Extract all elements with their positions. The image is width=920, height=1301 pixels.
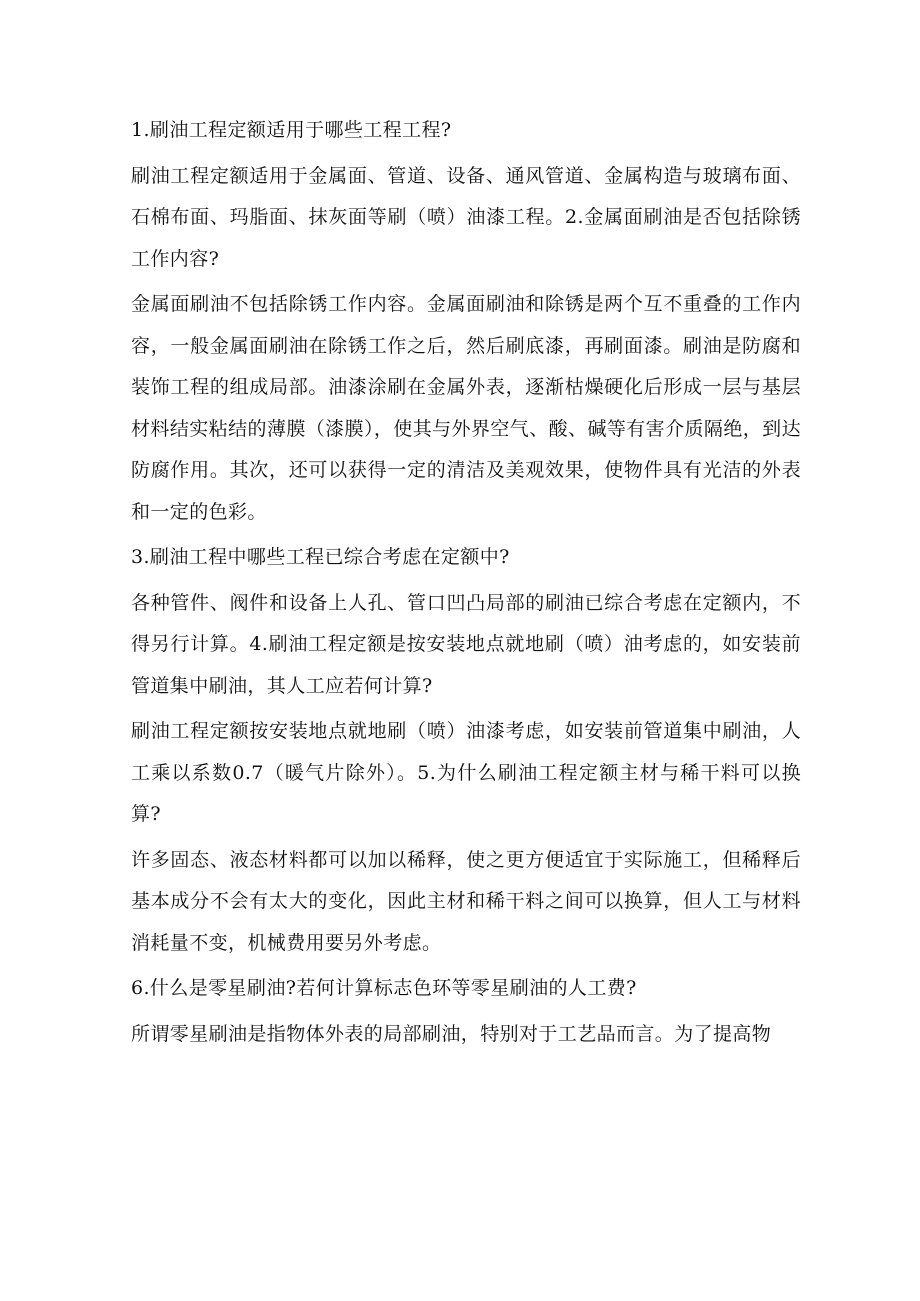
question-1: 1.刷油工程定额适用于哪些工程工程? bbox=[131, 119, 452, 141]
document-body bbox=[131, 110, 801, 1059]
answer-1-and-question-2: 刷油工程定额适用于金属面、管道、设备、通风管道、金属构造与玻璃布面、石棉布面、玛脂面、抹灰面等刷（喷）油漆工程。2.金属面刷油是否包括除锈工作内容? bbox=[131, 164, 801, 270]
answer-6: 所谓零星刷油是指物体外表的局部刷油，特别对于工艺品而言。为了提高物 bbox=[131, 1022, 772, 1045]
answer-2: 金属面刷油不包括除锈工作内容。金属面刷油和除锈是两个互不重叠的工作内容，一般金属面刷油在除锈工作之后，然后刷底漆，再刷面漆。刷油是防腐和装饰工程的组成局部。油漆涂刷在金属外表，逐渐枯燥硬化后形成一层与基层材料结实粘结的薄膜（漆膜），使其与外界空气、酸、碱等有害介质隔绝，到达防腐作用。其次，还可以获得一定的清洁及美观效果，使物件具有光洁的外表和一定的色彩。 bbox=[131, 293, 801, 523]
answer-4-and-question-5: 刷油工程定额按安装地点就地刷（喷）油漆考虑，如安装前管道集中刷油，人工乘以系数0.7（暖气片除外）。5.为什么刷油工程定额主材与稀干料可以换算? bbox=[131, 720, 801, 825]
question-3: 3.刷油工程中哪些工程已综合考虑在定额中? bbox=[131, 546, 510, 568]
question-6: 6.什么是零星刷油?若何计算标志色环等零星刷油的人工费? bbox=[131, 977, 637, 999]
answer-3-and-question-4: 各种管件、阀件和设备上人孔、管口凹凸局部的刷油已综合考虑在定额内，不得另行计算。4.刷油工程定额是按安装地点就地刷（喷）油考虑的，如安装前管道集中刷油，其人工应若何计算? bbox=[131, 591, 801, 697]
answer-5: 许多固态、液态材料都可以加以稀释，使之更方便适宜于实际施工，但稀释后基本成分不会有太大的变化，因此主材和稀干料之间可以换算，但人工与材料消耗量不变，机械费用要另外考虑。 bbox=[131, 848, 801, 954]
